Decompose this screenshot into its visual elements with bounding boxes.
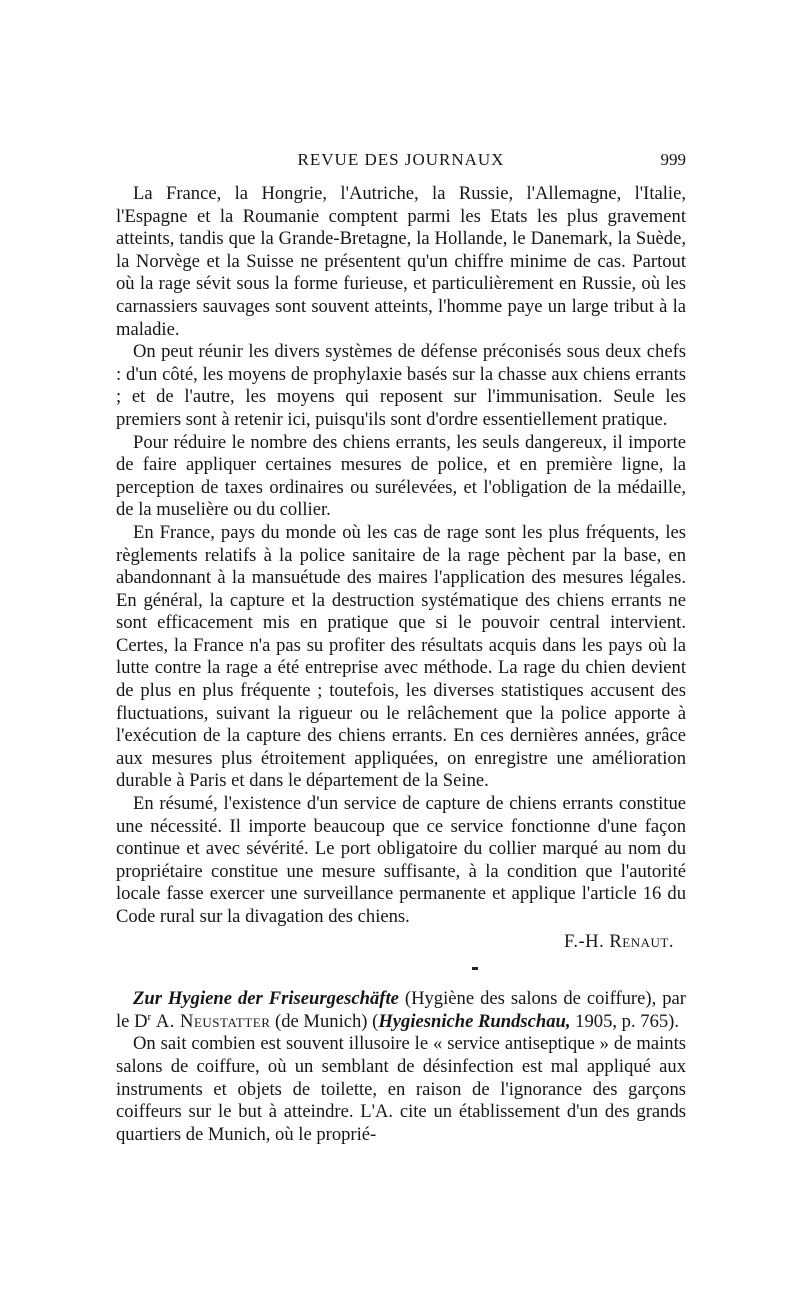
review-paren-open: ( [372, 1010, 379, 1032]
paragraph: La France, la Hongrie, l'Autriche, la Russie, l'Allemagne, l'Italie, l'Espagne et la Roumanie comptent parmi les Etats les plus gravement atteints, tandis que la Grande-Bretagne, la Hollande, le Danemark, la Suède, la Norvège et la Suisse ne présentent qu'un chiffre minime de cas. Partout où la rage sévit sous la forme furieuse, et particulièrement en Russie, où les carnassiers sauvages sont souvent atteints, l'homme paye un large tribut à la maladie. [116, 183, 686, 340]
review-by: par le D [116, 988, 686, 1032]
paragraph: On peut réunir les divers systèmes de défense préconisés sous deux chefs : d'un côté, les moyens de prophylaxie basés sur la chasse aux chiens errants ; et de l'autre, les moyens qui reposent sur l'immunisation. Seule les premiers sont à retenir ici, puisqu'ils sont d'ordre essentiellement pratique. [116, 341, 686, 430]
running-title: REVUE DES JOURNAUX [297, 150, 505, 169]
section-separator [472, 967, 478, 970]
review-author: A. Neustatter [155, 1010, 271, 1032]
review-heading [116, 988, 686, 1033]
author-signature [116, 931, 686, 954]
review-title-translation: (Hygiène des salons de coiffure), [404, 988, 657, 1010]
review-pages: p. 765). [621, 1010, 679, 1032]
paragraph: Pour réduire le nombre des chiens errants, les seuls dangereux, il importe de faire appliquer certaines mesures de police, et en première ligne, la perception de taxes ordinaires ou surélevées, et l'obligation de la médaille, de la muselière ou du collier. [116, 431, 686, 521]
review-journal: Hygiesniche Rundschau, [378, 1010, 571, 1032]
page-number: 999 [660, 150, 686, 169]
review-affiliation: (de Munich) [275, 1010, 368, 1032]
paragraph: En résumé, l'existence d'un service de capture de chiens errants constitue une nécessité. Il importe beaucoup que ce service fonctionne d'une façon continue et avec sévérité. Le port obligatoire du collier marqué au nom du propriétaire constitue une mesure suffisante, à la condition que l'autorité locale fasse exercer une surveillance permanente et applique l'article 16 du Code rural sur la divagation des chiens. [116, 793, 686, 927]
review-title: Zur Hygiene der Friseurgeschäfte [133, 988, 399, 1010]
review-paragraph: On sait combien est souvent illusoire le « service antiseptique » de maints salons de coiffure, où un semblant de désinfection est mal appliqué aux instruments et objets de toilette, en raison de l'ignorance des garçons coiffeurs sur le but à atteindre. L'A. cite un établissement d'un des grands quartiers de Munich, où le proprié- [116, 1033, 686, 1145]
article-body [116, 183, 686, 1146]
review-by-sup: r [147, 1010, 152, 1023]
paragraph: En France, pays du monde où les cas de rage sont les plus fréquents, les règlements relatifs à la police sanitaire de la rage pèchent par la base, en abandonnant à la mansuétude des maires l'application des mesures légales. En général, la capture et la destruction systématique des chiens errants ne sont efficacement mis en pratique que si le pouvoir central intervient. Certes, la France n'a pas su profiter des résultats acquis dans les pays où la lutte contre la rage a été entreprise avec méthode. La rage du chien devient de plus en plus fréquente ; toutefois, les diverses statistiques accusent des fluctuations, suivant la rigueur ou le relâchement que la police apporte à l'exécution de la capture des chiens errants. En ces dernières années, grâce aux mesures plus étroitement appliquées, on enregistre une amélioration durable à Paris et dans le département de la Seine. [116, 521, 686, 792]
review-year: 1905, [575, 1010, 618, 1032]
signature-text: F.-H. Renaut. [563, 930, 674, 952]
running-header [116, 150, 686, 172]
